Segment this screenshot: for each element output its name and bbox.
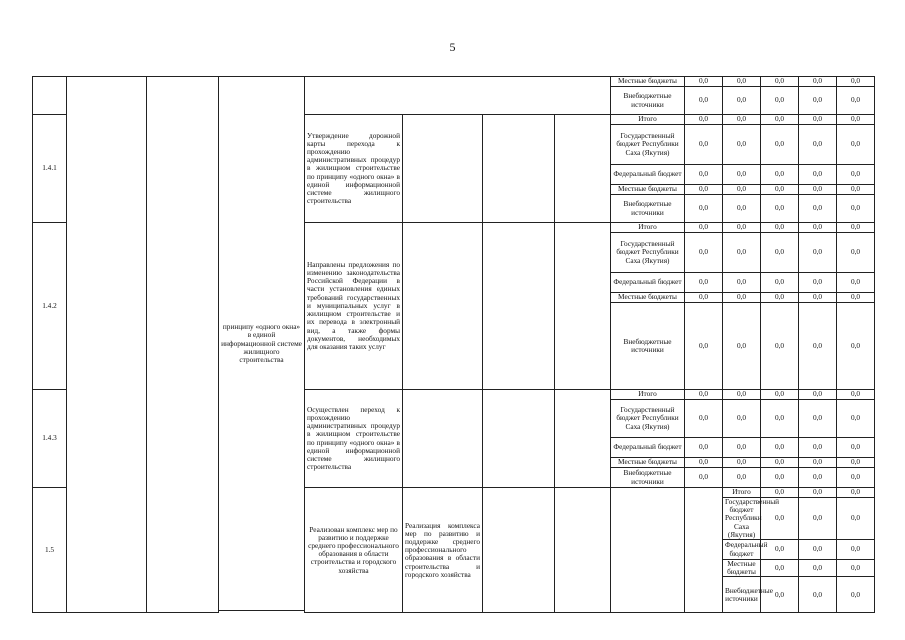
task-name-continued: принципу «одного окна» в единой информационной системе жилищного строительства xyxy=(219,77,305,611)
value-cell: 0,0 xyxy=(685,87,723,115)
value-cell: 0,0 xyxy=(837,458,875,468)
value-cell: 0,0 xyxy=(761,293,799,303)
value-cell: 0,0 xyxy=(685,468,723,488)
value-cell: 0,0 xyxy=(799,400,837,438)
value-cell: 0,0 xyxy=(685,400,723,438)
value-cell: 0,0 xyxy=(837,468,875,488)
source-state: Государственный бюджет Республики Саха (Якутия) xyxy=(611,400,685,438)
value-cell: 0,0 xyxy=(799,303,837,390)
value-cell: 0,0 xyxy=(723,195,761,223)
cell-empty xyxy=(403,390,483,488)
value-cell: 0,0 xyxy=(799,125,837,165)
value-cell: 0,0 xyxy=(761,115,799,125)
value-cell: 0,0 xyxy=(837,390,875,400)
value-cell: 0,0 xyxy=(799,577,837,613)
source-total: Итого xyxy=(611,223,685,233)
page-number: 5 xyxy=(449,40,456,54)
value-cell: 0,0 xyxy=(685,125,723,165)
value-cell: 0,0 xyxy=(837,273,875,293)
value-cell: 0,0 xyxy=(685,458,723,468)
value-cell: 0,0 xyxy=(685,185,723,195)
value-cell: 0,0 xyxy=(799,185,837,195)
result-text: Реализация комплекса мер по развитию и поддержке среднего профессионального образования в области строительства и городского хозяйства xyxy=(403,488,483,613)
value-cell: 0,0 xyxy=(723,77,761,87)
value-cell: 0,0 xyxy=(837,233,875,273)
cell-empty xyxy=(403,115,483,223)
value-cell: 0,0 xyxy=(837,77,875,87)
value-cell: 0,0 xyxy=(837,125,875,165)
value-cell: 0,0 xyxy=(837,165,875,185)
cell-empty xyxy=(403,223,483,390)
value-cell: 0,0 xyxy=(837,540,875,560)
source-extra: Внебюджетные источники xyxy=(611,303,685,390)
value-cell: 0,0 xyxy=(837,560,875,577)
value-cell: 0,0 xyxy=(685,233,723,273)
value-cell: 0,0 xyxy=(837,303,875,390)
value-cell: 0,0 xyxy=(799,87,837,115)
value-cell: 0,0 xyxy=(799,390,837,400)
value-cell: 0,0 xyxy=(723,400,761,438)
value-cell: 0,0 xyxy=(685,438,723,458)
value-cell: 0,0 xyxy=(723,115,761,125)
source-federal: Федеральный бюджет xyxy=(611,165,685,185)
value-cell: 0,0 xyxy=(685,223,723,233)
source-federal: Федеральный бюджет xyxy=(611,273,685,293)
value-cell: 0,0 xyxy=(723,390,761,400)
value-cell: 0,0 xyxy=(837,115,875,125)
cell-empty xyxy=(555,390,611,488)
value-cell: 0,0 xyxy=(799,233,837,273)
value-cell: 0,0 xyxy=(799,540,837,560)
cell-empty xyxy=(67,77,147,613)
value-cell: 0,0 xyxy=(837,223,875,233)
cell-empty xyxy=(147,77,219,613)
source-total: Итого xyxy=(611,390,685,400)
source-local: Местные бюджеты xyxy=(723,560,761,577)
source-total: Итого xyxy=(723,488,761,498)
cell-empty xyxy=(685,488,723,613)
source-extra: Внебюджетные источники xyxy=(723,577,761,613)
value-cell: 0,0 xyxy=(837,87,875,115)
value-cell: 0,0 xyxy=(723,458,761,468)
value-cell: 0,0 xyxy=(723,293,761,303)
value-cell: 0,0 xyxy=(685,77,723,87)
source-local: Местные бюджеты xyxy=(611,458,685,468)
value-cell: 0,0 xyxy=(761,125,799,165)
value-cell: 0,0 xyxy=(837,400,875,438)
value-cell: 0,0 xyxy=(837,195,875,223)
result-text: Направлены предложения по изменению законодательства Российской Федерации в части установления единых требований государственных и муниципальных услуг в жилищном строительстве и их перевода в электронный вид, а также формы документов, необходимых для оказания таких услуг xyxy=(305,223,403,390)
source-state: Государственный бюджет Республики Саха (Якутия) xyxy=(611,233,685,273)
result-text: Утверждение дорожной карты перехода к прохождению административных процедур в жилищном строительстве по принципу «одного окна» в единой информационной системе жилищного строительства xyxy=(305,115,403,223)
value-cell: 0,0 xyxy=(799,560,837,577)
value-cell: 0,0 xyxy=(723,273,761,293)
value-cell: 0,0 xyxy=(799,488,837,498)
source-state: Государственный бюджет Республики Саха (Якутия) xyxy=(611,125,685,165)
value-cell: 0,0 xyxy=(761,468,799,488)
value-cell: 0,0 xyxy=(761,577,799,613)
source-extra: Внебюджетные источники xyxy=(611,195,685,223)
source-local: Местные бюджеты xyxy=(611,185,685,195)
row-number: 1.4.3 xyxy=(33,390,67,488)
value-cell: 0,0 xyxy=(799,273,837,293)
cell-empty xyxy=(483,223,555,390)
value-cell: 0,0 xyxy=(685,165,723,185)
value-cell: 0,0 xyxy=(761,488,799,498)
budget-table xyxy=(32,76,875,613)
source-extra: Внебюджетные источники xyxy=(611,87,685,115)
value-cell: 0,0 xyxy=(723,438,761,458)
value-cell: 0,0 xyxy=(799,195,837,223)
source-local: Местные бюджеты xyxy=(611,293,685,303)
cell-empty xyxy=(483,488,555,613)
value-cell: 0,0 xyxy=(723,125,761,165)
source-state: Государственный бюджет Республики Саха (Якутия) xyxy=(723,498,761,540)
value-cell: 0,0 xyxy=(837,438,875,458)
source-total: Итого xyxy=(611,115,685,125)
value-cell: 0,0 xyxy=(761,390,799,400)
result-text: Осуществлен переход к прохождению административных процедур в жилищном строительстве по принципу «одного окна» в единой информационной системе жилищного строительства xyxy=(305,390,403,488)
value-cell: 0,0 xyxy=(799,223,837,233)
table-row xyxy=(33,77,875,87)
source-extra: Внебюджетные источники xyxy=(611,468,685,488)
value-cell: 0,0 xyxy=(723,303,761,390)
cell-empty xyxy=(33,77,67,115)
row-number: 1.4.2 xyxy=(33,223,67,390)
value-cell: 0,0 xyxy=(761,195,799,223)
value-cell: 0,0 xyxy=(837,293,875,303)
value-cell: 0,0 xyxy=(837,185,875,195)
value-cell: 0,0 xyxy=(685,293,723,303)
value-cell: 0,0 xyxy=(799,438,837,458)
value-cell: 0,0 xyxy=(799,293,837,303)
cell-empty xyxy=(483,390,555,488)
cell-empty xyxy=(483,115,555,223)
row-number: 1.4.1 xyxy=(33,115,67,223)
value-cell: 0,0 xyxy=(723,87,761,115)
value-cell: 0,0 xyxy=(761,165,799,185)
value-cell: 0,0 xyxy=(685,390,723,400)
value-cell: 0,0 xyxy=(761,233,799,273)
value-cell: 0,0 xyxy=(799,498,837,540)
value-cell: 0,0 xyxy=(685,195,723,223)
value-cell: 0,0 xyxy=(837,498,875,540)
value-cell: 0,0 xyxy=(685,273,723,293)
value-cell: 0,0 xyxy=(761,273,799,293)
value-cell: 0,0 xyxy=(761,400,799,438)
value-cell: 0,0 xyxy=(799,115,837,125)
value-cell: 0,0 xyxy=(799,165,837,185)
value-cell: 0,0 xyxy=(761,560,799,577)
value-cell: 0,0 xyxy=(761,87,799,115)
row-number: 1.5 xyxy=(33,488,67,613)
cell-empty xyxy=(555,115,611,223)
value-cell: 0,0 xyxy=(837,577,875,613)
cell-empty xyxy=(611,488,685,613)
value-cell: 0,0 xyxy=(837,488,875,498)
value-cell: 0,0 xyxy=(761,540,799,560)
source-local: Местные бюджеты xyxy=(611,77,685,87)
task-name: Реализован комплекс мер по развитию и поддержке среднего профессионального образования в области строительства и городского хозяйства xyxy=(305,488,403,613)
value-cell: 0,0 xyxy=(723,165,761,185)
value-cell: 0,0 xyxy=(723,233,761,273)
value-cell: 0,0 xyxy=(723,223,761,233)
value-cell: 0,0 xyxy=(723,185,761,195)
value-cell: 0,0 xyxy=(761,185,799,195)
value-cell: 0,0 xyxy=(799,77,837,87)
value-cell: 0,0 xyxy=(761,303,799,390)
value-cell: 0,0 xyxy=(761,458,799,468)
source-federal: Федеральный бюджет xyxy=(723,540,761,560)
value-cell: 0,0 xyxy=(723,468,761,488)
value-cell: 0,0 xyxy=(761,223,799,233)
source-federal: Федеральный бюджет xyxy=(611,438,685,458)
cell-empty xyxy=(555,488,611,613)
value-cell: 0,0 xyxy=(685,303,723,390)
cell-empty xyxy=(555,223,611,390)
value-cell: 0,0 xyxy=(761,77,799,87)
value-cell: 0,0 xyxy=(799,458,837,468)
value-cell: 0,0 xyxy=(799,468,837,488)
value-cell: 0,0 xyxy=(761,498,799,540)
value-cell: 0,0 xyxy=(685,115,723,125)
value-cell: 0,0 xyxy=(761,438,799,458)
cell-empty xyxy=(305,77,611,115)
